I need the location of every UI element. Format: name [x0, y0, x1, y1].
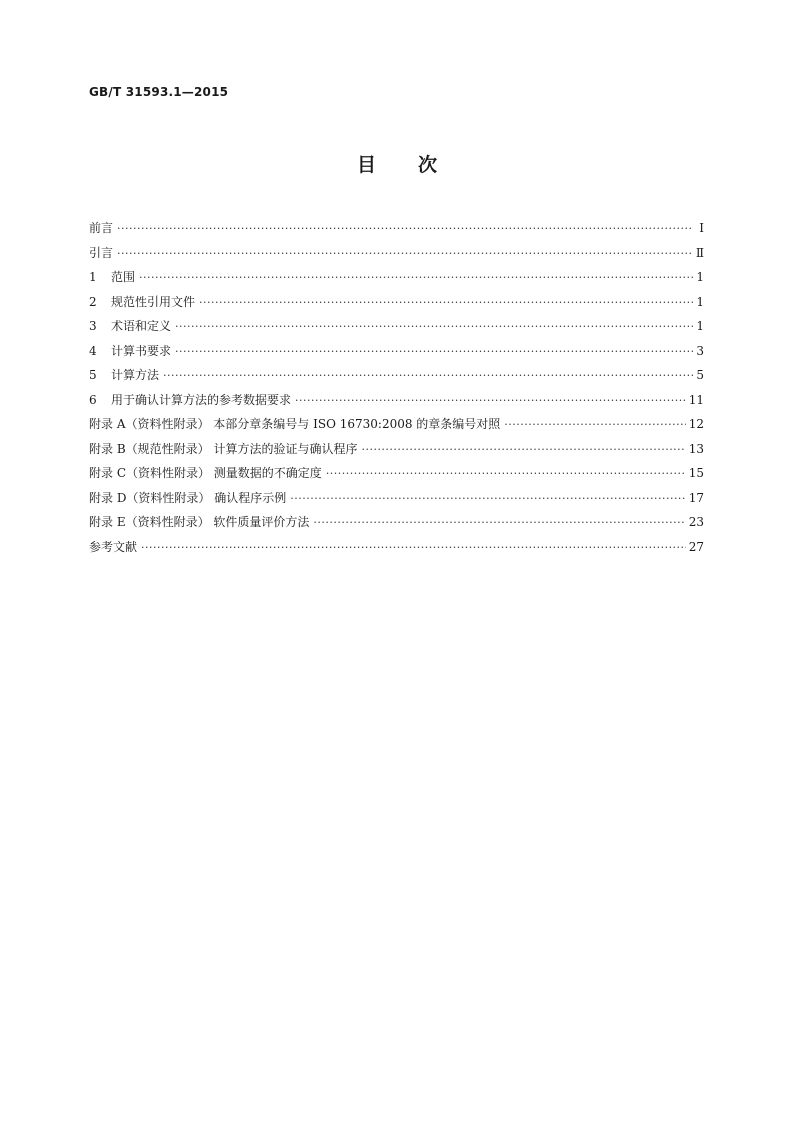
toc-entry-label: 附录 B（规范性附录） 计算方法的验证与确认程序 — [89, 441, 358, 456]
toc-entry-label: 术语和定义 — [111, 319, 172, 333]
toc-entry-page: 13 — [688, 441, 704, 456]
toc-entry-label: 参考文献 — [89, 539, 138, 554]
toc-entry-preface[interactable] — [89, 216, 704, 241]
document-code: GB/T 31593.1—2015 — [89, 85, 229, 99]
toc-leader-dots — [326, 462, 686, 487]
toc-entry-label: 计算书要求 — [111, 343, 172, 358]
toc-leader-dots — [199, 291, 693, 316]
toc-entry-page: Ⅰ — [699, 221, 704, 235]
toc-entry-page: 15 — [688, 466, 704, 480]
title-part-1: 目 — [356, 154, 376, 176]
toc-entry-page: 17 — [688, 490, 704, 505]
toc-entry-appendix-d[interactable] — [89, 486, 704, 511]
toc-entry-number: 4 — [89, 343, 97, 358]
toc-entry-label: 计算方法 — [111, 368, 160, 382]
table-of-contents — [89, 216, 704, 559]
toc-entry-page: 12 — [688, 417, 704, 431]
title-part-2: 次 — [418, 154, 438, 176]
toc-entry-label: 附录 C（资料性附录） 测量数据的不确定度 — [89, 466, 322, 480]
toc-entry-page: 5 — [696, 368, 704, 382]
toc-leader-dots — [141, 536, 686, 561]
toc-leader-dots — [290, 487, 685, 512]
toc-entry-number: 2 — [89, 294, 97, 309]
toc-entry-introduction[interactable] — [89, 241, 704, 266]
toc-entry-label: 规范性引用文件 — [111, 294, 196, 309]
toc-entry-page: 1 — [696, 319, 704, 333]
toc-entry-3[interactable] — [89, 314, 704, 339]
toc-entry-6[interactable] — [89, 388, 704, 413]
toc-entry-page: 11 — [688, 392, 704, 407]
toc-entry-number: 3 — [89, 319, 97, 333]
toc-entry-appendix-b[interactable] — [89, 437, 704, 462]
toc-entry-label: 附录 A（资料性附录） 本部分章条编号与 ISO 16730:2008 的章条编号对照 — [89, 417, 501, 431]
toc-leader-dots — [361, 438, 685, 463]
toc-leader-dots — [163, 364, 693, 389]
toc-entry-4[interactable] — [89, 339, 704, 364]
toc-entry-page: 23 — [688, 515, 704, 529]
toc-entry-bibliography[interactable] — [89, 535, 704, 560]
toc-entry-number: 1 — [89, 270, 97, 284]
toc-entry-5[interactable] — [89, 363, 704, 388]
toc-entry-appendix-c[interactable] — [89, 461, 704, 486]
toc-entry-label: 前言 — [89, 221, 114, 235]
toc-leader-dots — [117, 242, 693, 267]
toc-entry-page: 1 — [696, 294, 704, 309]
toc-leader-dots — [175, 340, 693, 365]
toc-entry-1[interactable] — [89, 265, 704, 290]
toc-entry-label: 附录 D（资料性附录） 确认程序示例 — [89, 490, 287, 505]
toc-entry-appendix-a[interactable] — [89, 412, 704, 437]
toc-entry-label: 用于确认计算方法的参考数据要求 — [111, 392, 292, 407]
toc-entry-page: Ⅱ — [695, 245, 704, 260]
toc-leader-dots — [504, 413, 685, 438]
toc-entry-number: 6 — [89, 392, 97, 407]
toc-entry-page: 27 — [688, 539, 704, 554]
toc-leader-dots — [175, 315, 693, 340]
toc-entry-appendix-e[interactable] — [89, 510, 704, 535]
toc-entry-label: 附录 E（资料性附录） 软件质量评价方法 — [89, 515, 310, 529]
toc-entry-number: 5 — [89, 368, 97, 382]
toc-leader-dots — [139, 266, 693, 291]
toc-entry-2[interactable] — [89, 290, 704, 315]
toc-leader-dots — [117, 217, 693, 242]
toc-leader-dots — [295, 389, 686, 414]
toc-entry-label: 引言 — [89, 245, 114, 260]
toc-leader-dots — [313, 511, 685, 536]
page-title — [0, 150, 794, 177]
toc-entry-label: 范围 — [111, 270, 136, 284]
toc-entry-page: 3 — [696, 343, 704, 358]
toc-entry-page: 1 — [696, 270, 704, 284]
